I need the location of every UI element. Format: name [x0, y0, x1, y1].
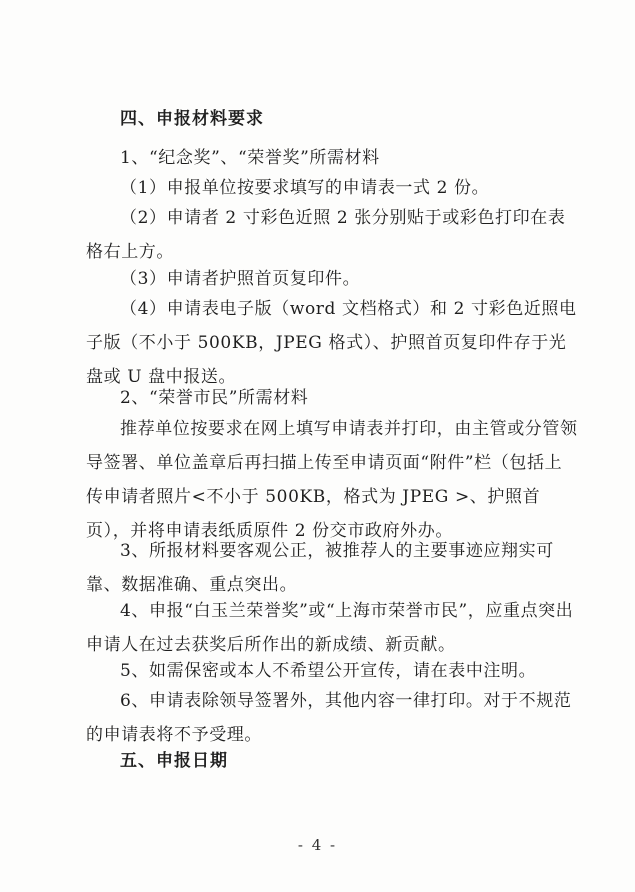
item-1-sub-3: （3）申请者护照首页复印件。 — [120, 269, 361, 289]
item-4: 4、申报“白玉兰荣誉奖”或“上海市荣誉市民”，应重点突出申请人在过去获奖后所作出的新成绩、新贡献。 — [86, 601, 574, 655]
page-number: - 4 - — [297, 836, 338, 854]
item-1-sub-2: （2）申请者 2 寸彩色近照 2 张分别贴于或彩色打印在表格右上方。 — [86, 208, 566, 262]
item-2-body: 推荐单位按要求在网上填写申请表并打印，由主管或分管领导签署、单位盖章后再扫描上传至申请页面“附件”栏（包括上传申请者照片<不小于 500KB，格式为 JPEG >、护照首页），并将申请表纸质原件 2 份交市政府外办。 — [86, 419, 578, 541]
section-heading-5: 五、申报日期 — [120, 751, 228, 771]
item-1-title: 1、“纪念奖”、“荣誉奖”所需材料 — [120, 148, 380, 168]
item-1-sub-4: （4）申请表电子版（word 文档格式）和 2 寸彩色近照电子版（不小于 500KB，JPEG 格式）、护照首页复印件存于光盘或 U 盘中报送。 — [86, 299, 577, 387]
item-5: 5、如需保密或本人不希望公开宣传，请在表中注明。 — [120, 661, 537, 681]
item-6: 6、申请表除领导签署外，其他内容一律打印。对于不规范的申请表将不予受理。 — [86, 691, 572, 745]
section-heading-4: 四、申报材料要求 — [120, 109, 264, 129]
item-3: 3、所报材料要客观公正，被推荐人的主要事迹应翔实可靠、数据准确、重点突出。 — [86, 541, 554, 595]
item-2-title: 2、“荣誉市民”所需材料 — [120, 388, 309, 408]
item-1-sub-1: （1）申报单位按要求填写的申请表一式 2 份。 — [120, 178, 490, 198]
